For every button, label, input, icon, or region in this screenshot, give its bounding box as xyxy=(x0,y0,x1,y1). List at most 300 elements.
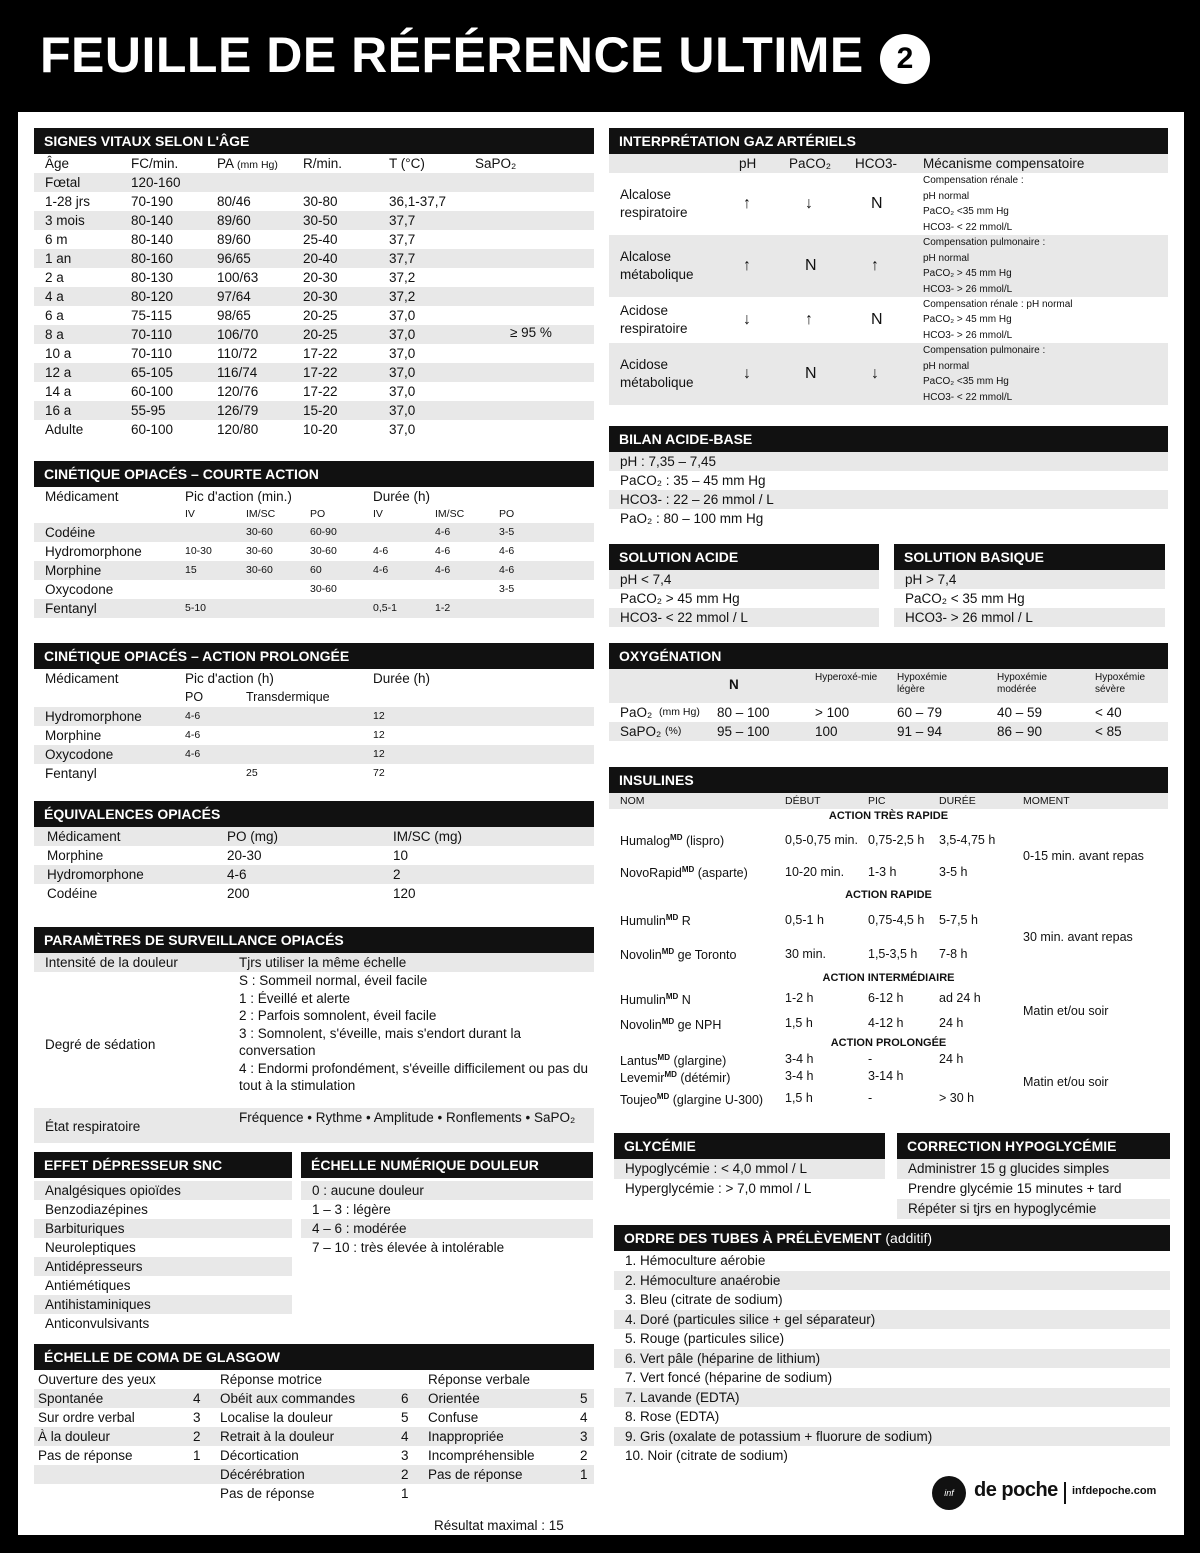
insulin-row xyxy=(609,1011,1014,1036)
acid-base-section xyxy=(609,426,1168,528)
insulin-pic-text: - xyxy=(868,1052,873,1066)
vital-signs-row xyxy=(34,268,594,287)
insulin-brand: NovoRapid xyxy=(620,866,682,881)
opioid-short-row xyxy=(34,542,594,561)
abg-row xyxy=(609,343,1168,405)
vital-cell: 106/70 xyxy=(217,327,259,342)
oxygenation-col-header: Hyperoxé-mie xyxy=(815,672,878,683)
cns-depressant-item xyxy=(34,1200,292,1219)
glycemia-item xyxy=(614,1179,885,1199)
oxygenation-col-header: Hypoxémie modérée xyxy=(997,672,1048,695)
insulin-brand-mark: MD xyxy=(656,1091,670,1101)
insulin-brand-mark: MD xyxy=(664,1069,677,1079)
insulin-duree xyxy=(939,1068,1014,1085)
tube-item xyxy=(614,1290,1170,1310)
acid-solution-section xyxy=(609,544,879,627)
insulin-moment-text: Matin et/ou soir xyxy=(1023,1074,1109,1089)
insulin-pic xyxy=(868,1011,934,1036)
insulin-duree-text: 5-7,5 h xyxy=(939,912,978,927)
vital-cell: 25-40 xyxy=(303,232,338,247)
vital-cell: 14 a xyxy=(45,384,72,399)
insulin-name-text xyxy=(620,830,724,849)
abg-condition-line2: métabolique xyxy=(620,375,694,390)
opioid-short-rows xyxy=(34,523,594,618)
vital-cell: 10 a xyxy=(45,346,72,361)
base-solution-item-text: HCO3- > 26 mmol / L xyxy=(905,610,1033,625)
abg-condition-line1: Alcalose xyxy=(620,187,672,202)
hypoglycemia-correction-title: CORRECTION HYPOGLYCÉMIE xyxy=(897,1133,1170,1159)
glasgow-motor-score: 2 xyxy=(401,1467,409,1482)
glasgow-col-header: Ouverture des yeux xyxy=(38,1372,156,1387)
acid-base-item-text: PaCO₂ : 35 – 45 mm Hg xyxy=(620,473,766,488)
insulin-brand: Novolin xyxy=(620,948,662,963)
base-solution-section xyxy=(894,544,1165,627)
abg-mechanism-line: PaCO₂ <35 mm Hg xyxy=(923,376,1009,387)
cns-depressant-item xyxy=(34,1276,292,1295)
insulin-generic: R xyxy=(678,914,691,929)
abg-mechanism-line: Compensation pulmonaire : xyxy=(923,345,1046,356)
insulins-col-header: MOMENT xyxy=(1023,795,1070,807)
base-solution-item xyxy=(894,608,1165,627)
insulins-group-label: ACTION TRÈS RAPIDE xyxy=(828,810,949,822)
tube-item-text: 8. Rose (EDTA) xyxy=(625,1409,720,1424)
hypoglycemia-correction-item xyxy=(897,1199,1170,1219)
oxygenation-value: > 100 xyxy=(815,705,850,720)
equivalences-rows xyxy=(34,846,594,903)
tubes-list xyxy=(614,1251,1170,1466)
abg-rows xyxy=(609,173,1168,405)
abg-mechanism-line: HCO3- > 26 mmol/L xyxy=(923,329,1013,341)
brand-url: infdepoche.com xyxy=(1072,1485,1157,1497)
insulin-duree xyxy=(939,903,1014,937)
insulins-header xyxy=(609,793,1168,809)
insulin-moment-text: Matin et/ou soir xyxy=(1023,1004,1109,1018)
vital-cell: 80/46 xyxy=(217,194,251,209)
insulins-col-header: DURÉE xyxy=(939,795,976,807)
monitoring-title: PARAMÈTRES DE SURVEILLANCE OPIACÉS xyxy=(34,927,594,953)
vital-cell: 80-120 xyxy=(131,289,174,304)
cns-depressant-list xyxy=(34,1181,292,1333)
cns-depressant-item-text: Antidépresseurs xyxy=(45,1259,143,1274)
acid-base-list xyxy=(609,452,1168,528)
insulin-duree-text: 3-5 h xyxy=(939,864,968,879)
glycemia-item-text: Hypoglycémie : < 4,0 mmol / L xyxy=(625,1161,807,1176)
opioid-long-cell: Morphine xyxy=(45,728,102,743)
opioid-short-cell: 5-10 xyxy=(185,602,207,614)
tube-item xyxy=(614,1349,1170,1369)
glasgow-motor-label: Pas de réponse xyxy=(220,1486,315,1501)
glasgow-eyes-score: 4 xyxy=(193,1391,201,1406)
glasgow-title: ÉCHELLE DE COMA DE GLASGOW xyxy=(34,1344,594,1370)
acid-base-item-text: PaO₂ : 80 – 100 mm Hg xyxy=(620,511,764,526)
abg-condition xyxy=(620,248,694,284)
acid-solution-item xyxy=(609,589,879,608)
glasgow-motor-label: Décortication xyxy=(220,1448,299,1463)
acid-solution-item-text: pH < 7,4 xyxy=(620,572,672,587)
pain-scale-item xyxy=(301,1181,593,1200)
insulin-duree xyxy=(939,824,1014,856)
insulin-name xyxy=(620,1011,780,1036)
opioid-short-row xyxy=(34,580,594,599)
cns-depressant-item-text: Anticonvulsivants xyxy=(45,1316,150,1331)
insulin-row xyxy=(609,937,1014,971)
insulins-col-header: PIC xyxy=(868,795,886,807)
vital-signs-row xyxy=(34,382,594,401)
abg-condition-line2: respiratoire xyxy=(620,321,688,336)
oxygenation-value: 60 – 79 xyxy=(897,705,943,720)
opioid-long-header: Médicament Pic d'action (h) Durée (h) xyxy=(45,671,431,686)
abg-hco3: ↑ xyxy=(871,257,879,274)
insulin-debut-text: 0,5-1 h xyxy=(785,912,824,927)
sedation-list xyxy=(239,972,589,1095)
insulin-generic: ge NPH xyxy=(674,1018,722,1033)
opioid-long-cell: 12 xyxy=(373,748,385,760)
insulin-pic xyxy=(868,937,934,971)
insulin-duree xyxy=(939,1051,1014,1068)
insulin-brand: Humulin xyxy=(620,993,666,1008)
opioid-long-section xyxy=(34,643,594,783)
vital-cell: 37,0 xyxy=(389,403,416,418)
opioid-short-cell: Oxycodone xyxy=(45,582,114,597)
pain-scale-item xyxy=(301,1200,593,1219)
opioid-long-cell: Oxycodone xyxy=(45,747,114,762)
insulin-debut xyxy=(785,1011,863,1036)
abg-hco3: N xyxy=(871,195,883,212)
acid-solution-item-text: HCO3- < 22 mmol / L xyxy=(620,610,748,625)
insulin-debut xyxy=(785,1051,863,1068)
glasgow-verbal-label: Pas de réponse xyxy=(428,1467,523,1482)
sedation-item: 1 : Éveillé et alerte xyxy=(239,990,351,1006)
cns-depressant-item xyxy=(34,1295,292,1314)
vital-cell: 30-80 xyxy=(303,194,338,209)
cns-depressant-item xyxy=(34,1219,292,1238)
vital-cell: 97/64 xyxy=(217,289,251,304)
vital-cell: 20-30 xyxy=(303,270,338,285)
tube-item-text: 5. Rouge (particules silice) xyxy=(625,1331,785,1346)
tube-item-text: 9. Gris (oxalate de potassium + fluorure de sodium) xyxy=(625,1428,933,1444)
abg-section xyxy=(609,128,1168,405)
equivalences-cell: 10 xyxy=(393,848,409,863)
tube-item xyxy=(614,1427,1170,1447)
opioid-short-cell: 4-6 xyxy=(499,564,515,576)
col-age: Âge xyxy=(45,156,70,171)
col-sapo2: SaPO₂ xyxy=(475,156,517,171)
insulin-generic: ge Toronto xyxy=(674,948,737,963)
insulins-title: INSULINES xyxy=(609,767,1168,793)
glycemia-item xyxy=(614,1159,885,1179)
base-solution-item-text: PaCO₂ < 35 mm Hg xyxy=(905,591,1025,606)
acid-solution-list xyxy=(609,570,879,627)
insulin-debut xyxy=(785,937,863,971)
hypoglycemia-correction-item xyxy=(897,1179,1170,1199)
glasgow-verbal-score: 3 xyxy=(580,1429,588,1444)
abg-mechanism xyxy=(923,235,1045,297)
sedation-item: 2 : Parfois somnolent, éveil facile xyxy=(239,1008,437,1023)
insulin-name-text xyxy=(620,989,691,1008)
vital-cell: 17-22 xyxy=(303,346,338,361)
brand-mark-icon: inf xyxy=(932,1476,966,1510)
sedation-item: 3 : Somnolent, s'éveille, mais s'endort durant la conversation xyxy=(239,1025,522,1058)
oxygenation-value: < 85 xyxy=(1095,724,1122,739)
tube-item xyxy=(614,1251,1170,1271)
equivalences-cell: 120 xyxy=(393,886,416,901)
oxygenation-title: OXYGÉNATION xyxy=(609,643,1168,669)
insulin-name xyxy=(620,856,780,888)
oxygenation-section xyxy=(609,643,1168,741)
insulin-debut-text: 1-2 h xyxy=(785,991,814,1005)
respiratory-label: État respiratoire xyxy=(45,1119,141,1134)
insulin-moment xyxy=(1023,824,1168,888)
vital-cell: 17-22 xyxy=(303,384,338,399)
equivalences-cell: Morphine xyxy=(47,848,104,863)
insulin-duree xyxy=(939,986,1014,1011)
tube-item-text: 10. Noir (citrate de sodium) xyxy=(625,1448,788,1463)
pain-scale-title: ÉCHELLE NUMÉRIQUE DOULEUR xyxy=(301,1152,593,1178)
pain-intensity-value: Tjrs utiliser la même échelle xyxy=(239,955,407,970)
oxygenation-value: 100 xyxy=(815,724,838,739)
vital-cell: 12 a xyxy=(45,365,72,380)
brand-name: de poche xyxy=(974,1479,1058,1501)
vital-signs-row xyxy=(34,211,594,230)
oxygenation-value: 91 – 94 xyxy=(897,724,943,739)
equivalences-title: ÉQUIVALENCES OPIACÉS xyxy=(34,801,594,827)
oxygenation-col-header: N xyxy=(729,677,739,692)
equivalences-cell: Codéine xyxy=(47,886,98,901)
insulin-debut-text: 1,5 h xyxy=(785,1091,813,1105)
sheet-content xyxy=(18,112,1184,1535)
vital-signs-row xyxy=(34,344,594,363)
acid-base-item-text: pH : 7,35 – 7,45 xyxy=(620,454,717,469)
opioid-long-cell: 4-6 xyxy=(185,710,201,722)
insulin-generic: (lispro) xyxy=(682,834,725,849)
glasgow-verbal-score: 4 xyxy=(580,1410,588,1425)
vital-cell: 65-105 xyxy=(131,365,174,380)
glasgow-eyes-label: Spontanée xyxy=(38,1391,104,1406)
insulin-pic xyxy=(868,903,934,937)
pain-scale-item xyxy=(301,1238,593,1257)
opioid-short-cell: 60 xyxy=(310,564,322,576)
vital-cell: 37,7 xyxy=(389,213,416,228)
pain-scale-list xyxy=(301,1181,593,1257)
vital-cell: 37,0 xyxy=(389,384,416,399)
base-solution-item-text: pH > 7,4 xyxy=(905,572,957,587)
abg-condition-line1: Acidose xyxy=(620,303,669,318)
equivalences-section xyxy=(34,801,594,903)
opioid-long-rows xyxy=(34,707,594,783)
acid-base-title: BILAN ACIDE-BASE xyxy=(609,426,1168,452)
insulin-generic: (glargine) xyxy=(669,1054,727,1069)
opioid-short-cell: 30-60 xyxy=(310,583,337,595)
insulin-brand: Novolin xyxy=(620,1018,662,1033)
hypoglycemia-correction-section xyxy=(897,1133,1170,1219)
vital-signs-row xyxy=(34,249,594,268)
oxygenation-table xyxy=(609,669,1168,741)
abg-ph: ↓ xyxy=(743,311,751,328)
insulin-pic-text: 1-3 h xyxy=(868,864,897,879)
sedation-item: 4 : Endormi profondément, s'éveille difficilement ou pas du tout à la stimulation xyxy=(239,1060,589,1093)
abg-mechanism-line: PaCO₂ <35 mm Hg xyxy=(923,206,1009,217)
vital-cell: 70-110 xyxy=(131,327,173,342)
vital-cell: 120/80 xyxy=(217,422,259,437)
base-solution-list xyxy=(894,570,1165,627)
insulins-table xyxy=(609,793,1168,1133)
pain-scale-item-text: 4 – 6 : modérée xyxy=(312,1221,407,1236)
vital-signs-row xyxy=(34,192,594,211)
abg-ph: ↑ xyxy=(743,195,751,212)
vital-cell: 60-100 xyxy=(131,422,174,437)
insulin-debut xyxy=(785,903,863,937)
insulin-row xyxy=(609,856,1014,888)
insulin-pic-text: 0,75-4,5 h xyxy=(868,912,925,927)
cns-depressant-item-text: Analgésiques opioïdes xyxy=(45,1183,181,1198)
acid-base-item-text: HCO3- : 22 – 26 mmol / L xyxy=(620,492,774,507)
insulin-name xyxy=(620,1068,780,1085)
pain-scale-section xyxy=(301,1152,593,1257)
glasgow-motor-score: 5 xyxy=(401,1410,409,1425)
vital-cell: 80-140 xyxy=(131,232,174,247)
insulin-row xyxy=(609,986,1014,1011)
sedation-label: Degré de sédation xyxy=(45,1037,156,1052)
abg-condition xyxy=(620,186,688,222)
oxygenation-value: < 40 xyxy=(1095,705,1122,720)
insulin-name xyxy=(620,903,780,937)
glasgow-col-header: Réponse verbale xyxy=(428,1372,531,1387)
insulin-brand-mark: MD xyxy=(670,833,683,843)
glasgow-eyes-label: Pas de réponse xyxy=(38,1448,133,1463)
glycemia-item-text: Hyperglycémie : > 7,0 mmol / L xyxy=(625,1181,812,1196)
insulin-generic: (détémir) xyxy=(676,1071,731,1086)
abg-row xyxy=(609,235,1168,297)
base-solution-item xyxy=(894,589,1165,608)
oxygenation-value: 95 – 100 xyxy=(717,724,770,739)
abg-paco2: ↑ xyxy=(805,311,813,328)
abg-mechanism-line: pH normal xyxy=(923,190,970,202)
opioid-short-header: Médicament Pic d'action (min.) Durée (h) xyxy=(45,489,431,504)
opioid-short-cell: 30-60 xyxy=(246,564,273,576)
equivalences-header: Médicament PO (mg) IM/SC (mg) xyxy=(34,827,594,846)
pain-scale-item-text: 0 : aucune douleur xyxy=(312,1183,424,1198)
opioid-short-row xyxy=(34,523,594,542)
opioid-long-cell: Fentanyl xyxy=(45,766,97,781)
opioid-short-cell: 4-6 xyxy=(435,545,451,557)
vital-cell: 4 a xyxy=(45,289,64,304)
insulin-pic-text: 0,75-2,5 h xyxy=(868,832,925,847)
insulin-duree xyxy=(939,1011,1014,1036)
vital-cell: 8 a xyxy=(45,327,64,342)
abg-mechanism-line: Compensation pulmonaire : xyxy=(923,237,1046,248)
opioid-short-cell: 30-60 xyxy=(246,545,273,557)
glasgow-verbal-score: 1 xyxy=(580,1467,588,1482)
sapo2-value: ≥ 95 % xyxy=(510,325,552,340)
acid-solution-item xyxy=(609,570,879,589)
opioid-short-row xyxy=(34,561,594,580)
insulin-pic-text: 6-12 h xyxy=(868,991,904,1005)
vital-signs-row xyxy=(34,401,594,420)
opioid-short-cell: 30-60 xyxy=(310,545,337,557)
glasgow-motor-label: Retrait à la douleur xyxy=(220,1429,335,1444)
vital-cell: 126/79 xyxy=(217,403,259,418)
vital-cell: 3 mois xyxy=(45,213,85,228)
opioid-short-cell: 3-5 xyxy=(499,526,515,538)
opioid-short-cell: 10-30 xyxy=(185,545,212,557)
insulin-debut-text: 10-20 min. xyxy=(785,864,845,879)
insulin-name-text xyxy=(620,862,748,881)
insulin-name xyxy=(620,824,780,856)
pain-intensity-label: Intensité de la douleur xyxy=(45,955,178,970)
insulin-pic xyxy=(868,986,934,1011)
insulin-pic xyxy=(868,856,934,888)
abg-mechanism-line: HCO3- > 26 mmol/L xyxy=(923,283,1013,295)
vital-cell: 70-190 xyxy=(131,194,174,209)
insulin-debut xyxy=(785,1068,863,1085)
oxygenation-col-header: Hypoxémie légère xyxy=(897,672,948,695)
oxygenation-value: 80 – 100 xyxy=(717,705,770,720)
glasgow-header xyxy=(34,1370,594,1389)
insulin-pic-text: 4-12 h xyxy=(868,1016,904,1030)
vital-cell: 2 a xyxy=(45,270,64,285)
opioid-short-row xyxy=(34,599,594,618)
equivalences-cell: 200 xyxy=(227,886,250,901)
abg-paco2: N xyxy=(805,257,817,274)
vital-cell: 15-20 xyxy=(303,403,338,418)
col-temp: T (°C) xyxy=(389,156,425,171)
vital-signs-row xyxy=(34,173,594,192)
vital-cell: 30-50 xyxy=(303,213,338,228)
insulin-row xyxy=(609,1068,1014,1085)
oxygenation-value: 40 – 59 xyxy=(997,705,1043,720)
glasgow-motor-score: 4 xyxy=(401,1429,409,1444)
vital-signs-rows xyxy=(34,173,594,439)
opioid-long-row xyxy=(34,726,594,745)
tubes-title: ORDRE DES TUBES À PRÉLÈVEMENT (additif) xyxy=(614,1225,1170,1251)
tube-item xyxy=(614,1407,1170,1427)
insulin-pic xyxy=(868,1085,934,1112)
abg-ph: ↑ xyxy=(743,257,751,274)
opioid-short-cell: Fentanyl xyxy=(45,601,97,616)
opioid-long-cell: 4-6 xyxy=(185,729,201,741)
insulins-section xyxy=(609,767,1168,1133)
vital-cell: 100/63 xyxy=(217,270,259,285)
vital-signs-row xyxy=(34,363,594,382)
insulin-debut xyxy=(785,986,863,1011)
cns-depressant-item-text: Benzodiazépines xyxy=(45,1202,148,1217)
insulin-brand: Humulin xyxy=(620,914,666,929)
insulin-moment xyxy=(1023,986,1168,1036)
pain-scale-item xyxy=(301,1219,593,1238)
vital-cell: 20-25 xyxy=(303,327,338,342)
vital-cell: 89/60 xyxy=(217,232,251,247)
abg-mechanism-line: pH normal xyxy=(923,252,970,264)
vital-cell: 75-115 xyxy=(131,308,173,323)
cns-depressant-item-text: Barbituriques xyxy=(45,1221,125,1236)
vital-cell: 80-130 xyxy=(131,270,174,285)
opioid-short-cell: 3-5 xyxy=(499,583,515,595)
col-bp: PA (mm Hg) xyxy=(217,156,278,171)
insulin-brand: Humalog xyxy=(620,834,671,849)
oxygenation-row xyxy=(609,722,1168,741)
vital-cell: 6 m xyxy=(45,232,68,247)
insulin-duree-text: ad 24 h xyxy=(939,991,981,1005)
opioid-short-cell: 4-6 xyxy=(499,545,515,557)
vital-cell: 17-22 xyxy=(303,365,338,380)
pain-scale-item-text: 1 – 3 : légère xyxy=(312,1202,391,1217)
vital-signs-row xyxy=(34,306,594,325)
vital-cell: 60-100 xyxy=(131,384,174,399)
glasgow-verbal-score: 2 xyxy=(580,1448,588,1463)
oxygenation-col-header: Hypoxémie sévère xyxy=(1095,672,1146,695)
abg-mechanism-line: HCO3- < 22 mmol/L xyxy=(923,221,1013,233)
glasgow-eyes-score: 3 xyxy=(193,1410,201,1425)
